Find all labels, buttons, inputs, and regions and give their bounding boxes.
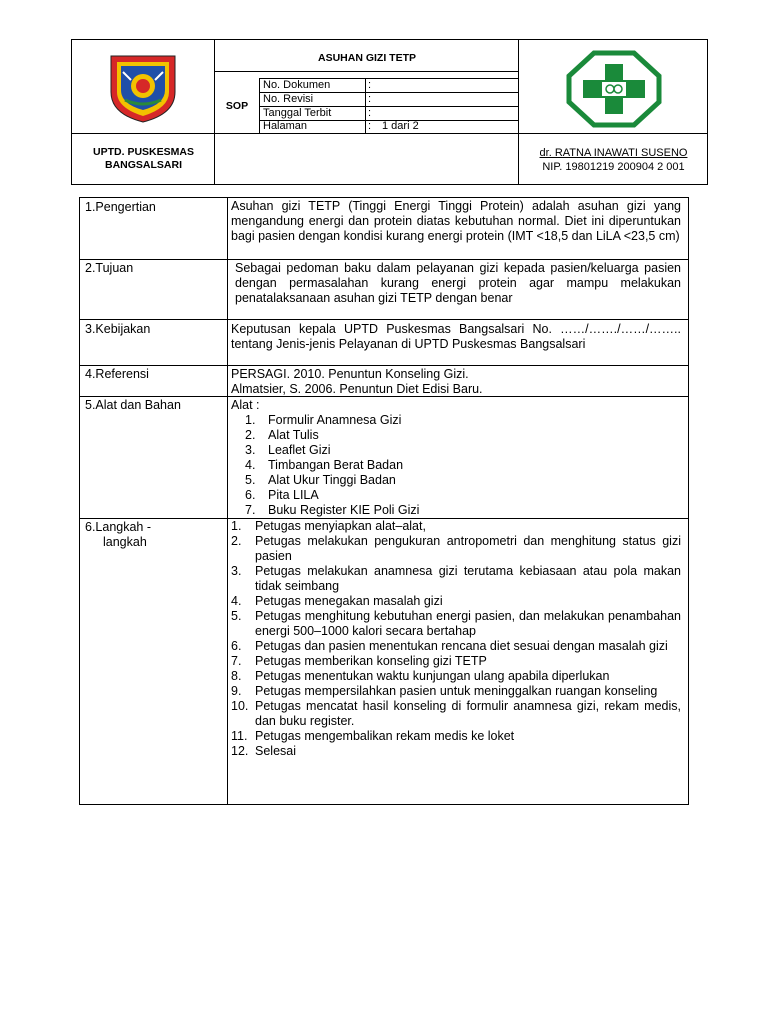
alat-heading: Alat : — [231, 398, 260, 412]
meta-label: No. Revisi — [263, 93, 314, 105]
row-text-kebijakan: Keputusan kepala UPTD Puskesmas Bangsalsari No. ……/……./……/…….. tentang Jenis-jenis Pelayanan di UPTD Puskesmas Bangsalsari — [231, 322, 681, 351]
item-text: Timbangan Berat Badan — [268, 458, 404, 472]
meta-label: Tanggal Terbit — [263, 107, 332, 119]
item-number: 6. — [245, 488, 256, 502]
item-text: Alat Ukur Tinggi Badan — [268, 473, 396, 487]
alat-item — [231, 503, 681, 518]
step-text: Petugas mempersilahkan pasien untuk meninggalkan ruangan konseling — [255, 684, 658, 698]
step-number: 9. — [231, 684, 242, 698]
row-text-langkah — [231, 519, 681, 759]
puskesmas-logo-icon — [566, 50, 662, 128]
step-item — [231, 519, 681, 534]
meta-label: Halaman — [263, 120, 308, 132]
item-number: 7. — [245, 503, 256, 517]
org-line: UPTD. PUSKESMAS — [93, 146, 194, 158]
reference-item: PERSAGI. 2010. Penuntun Konseling Gizi. — [231, 367, 469, 381]
meta-label: No. Dokumen — [263, 79, 331, 91]
steps-list — [231, 519, 681, 759]
step-number: 7. — [231, 654, 242, 668]
step-item — [231, 684, 681, 699]
step-item — [231, 564, 681, 594]
step-item — [231, 609, 681, 639]
step-number: 12. — [231, 744, 249, 758]
row-label-alat: 5.Alat dan Bahan — [85, 398, 181, 412]
row-label-pengertian: 1.Pengertian — [85, 200, 156, 214]
signer-nip: NIP. 19801219 200904 2 001 — [542, 161, 685, 173]
table-column-divider — [227, 198, 228, 804]
row-label-kebijakan: 3.Kebijakan — [85, 322, 151, 336]
row-label-tujuan: 2.Tujuan — [85, 261, 134, 275]
step-item — [231, 534, 681, 564]
step-text: Petugas melakukan pengukuran antropometri dan menghitung status gizi pasien — [255, 534, 681, 563]
row-text-tujuan: Sebagai pedoman baku dalam pelayanan gizi kepada pasien/keluarga pasien dengan permasalahan kurang energi protein agar mampu melakukan penatalaksanaan asuhan gizi TETP dengan benar — [235, 261, 681, 305]
alat-item — [231, 443, 681, 458]
step-number: 3. — [231, 564, 242, 578]
step-item — [231, 669, 681, 684]
regency-emblem-icon — [103, 52, 183, 124]
item-text: Buku Register KIE Poli Gizi — [268, 503, 420, 517]
step-number: 10. — [231, 699, 249, 713]
table-row-divider — [80, 319, 688, 320]
meta-colon: : — [368, 120, 372, 132]
step-item — [231, 744, 681, 759]
signer-name: dr. RATNA INAWATI SUSENO — [539, 147, 688, 159]
item-number: 4. — [245, 458, 256, 472]
reference-item: Almatsier, S. 2006. Penuntun Diet Edisi Baru. — [231, 382, 483, 396]
step-text: Petugas menyiapkan alat–alat, — [255, 519, 426, 533]
row-label-referensi: 4.Referensi — [85, 367, 149, 381]
alat-item — [231, 413, 681, 428]
alat-item — [231, 488, 681, 503]
step-number: 1. — [231, 519, 242, 533]
step-text: Petugas menegakan masalah gizi — [255, 594, 443, 608]
item-number: 2. — [245, 428, 256, 442]
item-text: Leaflet Gizi — [268, 443, 331, 457]
alat-item — [231, 458, 681, 473]
signature-block — [519, 146, 708, 174]
sop-label: SOP — [225, 100, 249, 112]
step-item — [231, 594, 681, 609]
row-text-alat — [231, 398, 681, 518]
row-text-referensi — [231, 367, 681, 397]
step-text: Petugas mencatat hasil konseling di formulir anamnesa gizi, rekam medis, dan buku register. — [255, 699, 681, 728]
step-number: 5. — [231, 609, 242, 623]
item-number: 5. — [245, 473, 256, 487]
step-number: 6. — [231, 639, 242, 653]
item-text: Formulir Anamnesa Gizi — [268, 413, 402, 427]
step-text: Petugas melakukan anamnesa gizi terutama kebiasaan atau pola makan tidak seimbang — [255, 564, 681, 593]
step-item — [231, 729, 681, 744]
meta-colon: : — [368, 79, 372, 91]
step-text: Petugas dan pasien menentukan rencana diet sesuai dengan masalah gizi — [255, 639, 668, 653]
procedure-table — [79, 197, 689, 805]
step-number: 4. — [231, 594, 242, 608]
row-label-langkah — [85, 520, 151, 550]
header-divider — [214, 71, 518, 72]
meta-colon: : — [368, 93, 372, 105]
step-item — [231, 699, 681, 729]
step-text: Petugas menghitung kebutuhan energi pasien, dan melakukan penambahan energi 500–1000 kalori secara bertahap — [255, 609, 681, 638]
alat-item — [231, 473, 681, 488]
header-divider — [72, 133, 707, 134]
organization-name — [72, 146, 215, 172]
step-number: 11. — [231, 729, 248, 743]
item-number: 1. — [245, 413, 256, 427]
row-text-pengertian: Asuhan gizi TETP (Tinggi Energi Tinggi Protein) adalah asuhan gizi yang mengandung energi dan protein diatas kebutuhan normal. Diet ini diperuntukan bagi pasien dengan kondisi kurang energi protein (IMT <18,5 dan LiLA <23,5 cm) — [231, 199, 681, 243]
step-item — [231, 639, 681, 654]
page-count: 1 dari 2 — [382, 120, 419, 132]
item-text: Alat Tulis — [268, 428, 319, 442]
sop-header — [71, 39, 708, 185]
step-item — [231, 654, 681, 669]
table-row-divider — [80, 365, 688, 366]
label-line: langkah — [103, 535, 147, 549]
alat-list — [231, 413, 681, 518]
step-text: Selesai — [255, 744, 296, 758]
step-text: Petugas memberikan konseling gizi TETP — [255, 654, 487, 668]
label-line: 6.Langkah - — [85, 520, 152, 534]
meta-colon: : — [368, 107, 372, 119]
step-number: 2. — [231, 534, 242, 548]
item-number: 3. — [245, 443, 256, 457]
step-text: Petugas mengembalikan rekam medis ke loket — [255, 729, 515, 743]
table-row-divider — [80, 259, 688, 260]
step-number: 8. — [231, 669, 242, 683]
document-title: ASUHAN GIZI TETP — [317, 52, 416, 64]
step-text: Petugas menentukan waktu kunjungan ulang apabila diperlukan — [255, 669, 610, 683]
alat-item — [231, 428, 681, 443]
org-line: BANGSALSARI — [104, 159, 182, 171]
item-text: Pita LILA — [268, 488, 319, 502]
